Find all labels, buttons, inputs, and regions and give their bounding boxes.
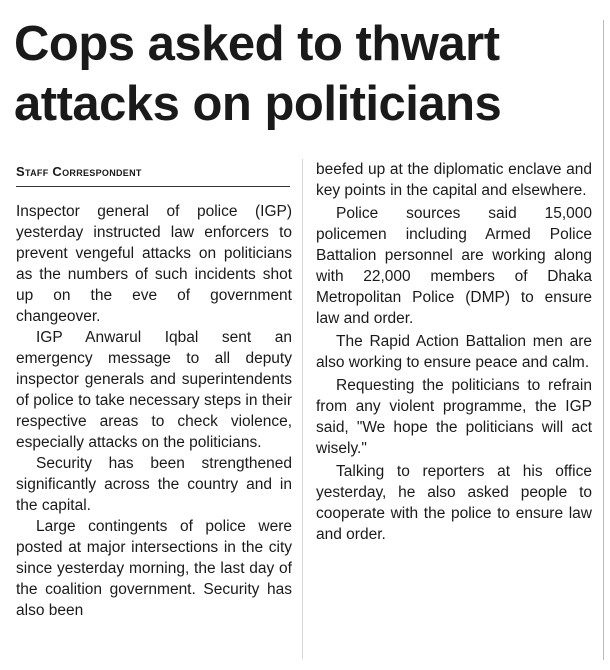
- paragraph: The Rapid Action Battalion men are also working to ensure peace and calm.: [316, 333, 592, 371]
- article-column-1: [16, 201, 292, 621]
- paragraph: Inspector general of police (IGP) yesterday instructed law enforcers to prevent vengeful attacks on politicians as the numbers of such incidents shot up on the eve of government changeover.: [16, 203, 292, 325]
- paragraph: Police sources said 15,000 policemen including Armed Police Battalion personnel are working along with 22,000 members of Dhaka Metropolitan Police (DMP) to ensure law and order.: [316, 205, 592, 327]
- column-divider: [302, 159, 303, 659]
- paragraph: beefed up at the diplomatic enclave and key points in the capital and elsewhere.: [316, 161, 592, 199]
- paragraph: Security has been strengthened significantly across the country and in the capital.: [16, 455, 292, 514]
- headline-line-1: Cops asked to thwart: [14, 17, 500, 71]
- paragraph: IGP Anwarul Iqbal sent an emergency message to all deputy inspector generals and superintendents of police to take necessary steps in their respective areas to check violence, especially attacks on the politicians.: [16, 329, 292, 451]
- page-edge-line: [603, 20, 604, 660]
- paragraph: Talking to reporters at his office yesterday, he also asked people to cooperate with the police to ensure law and order.: [316, 463, 592, 543]
- byline: Staff Correspondent: [16, 161, 290, 187]
- headline-line-2: attacks on politicians: [14, 77, 502, 131]
- headline: [14, 14, 599, 134]
- paragraph: Large contingents of police were posted at major intersections in the city since yesterday morning, the last day of the coalition government. Security has also been: [16, 518, 292, 619]
- article-column-2: [316, 159, 592, 545]
- paragraph: Requesting the politicians to refrain from any violent programme, the IGP said, "We hope the politicians will act wisely.": [316, 377, 592, 457]
